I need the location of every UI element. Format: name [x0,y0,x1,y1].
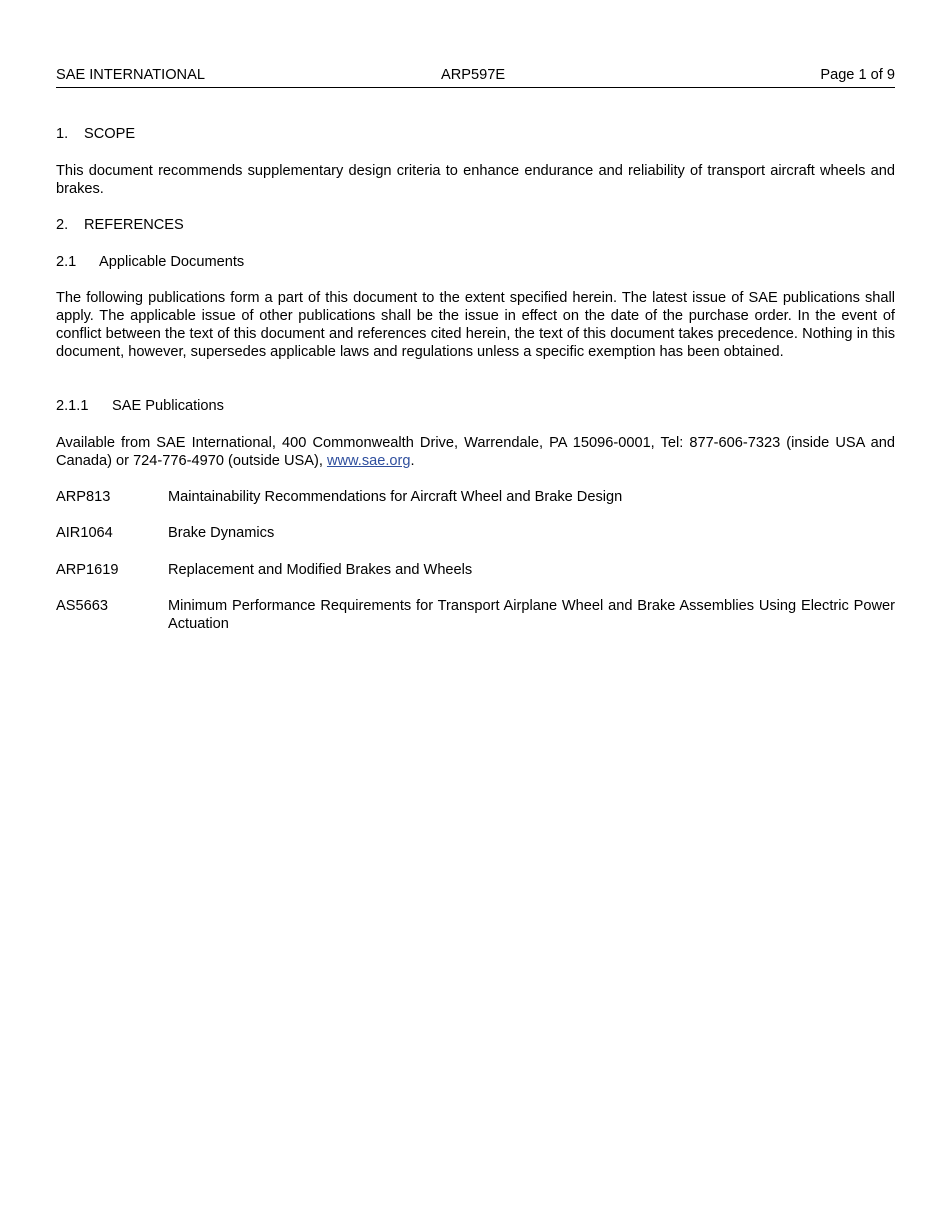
availability-text: Available from SAE International, 400 Commonwealth Drive, Warrendale, PA 15096-0001, Tel: 877-606-7323 (inside USA and Canada) or 724-776-4970 (outside USA), [56,435,895,469]
sae-website-link[interactable]: www.sae.org [326,453,411,469]
section-1-heading [56,125,895,143]
section-number: 2. [56,217,69,233]
sae-publications-paragraph [56,434,895,470]
section-number: 2.1.1 [56,398,89,414]
reference-code: ARP813 [56,489,111,505]
section-2-1-heading [56,253,895,271]
scope-paragraph: This document recommends supplementary design criteria to enhance endurance and reliability of transport aircraft wheels and brakes. [56,163,895,197]
reference-title: Minimum Performance Requirements for Transport Airplane Wheel and Brake Assemblies Using Electric Power Actuation [168,598,895,632]
section-number: 2.1 [56,254,77,270]
availability-text-end: . [410,453,415,469]
section-2-heading [56,216,895,234]
applicable-documents-paragraph: The following publications form a part of this document to the extent specified herein. The latest issue of SAE publications shall apply. The applicable issue of other publications shall be the issue in effect on the date of the purchase order. In the event of conflict between the text of this document and references cited herein, the text of this document takes precedence. Nothing in this document, however, supersedes applicable laws and regulations unless a specific exemption has been obtained. [56,290,895,360]
section-title: SAE Publications [112,398,224,414]
reference-code: ARP1619 [56,562,119,578]
reference-code: AIR1064 [56,525,113,541]
reference-title: Maintainability Recommendations for Aircraft Wheel and Brake Design [168,489,623,505]
section-title: Applicable Documents [99,254,245,270]
header-doc-id: ARP597E [441,67,506,83]
section-2-1-1-heading [56,397,895,415]
page-header [56,66,895,88]
section-title: SCOPE [84,126,136,142]
section-title: REFERENCES [84,217,184,233]
header-org: SAE INTERNATIONAL [56,67,205,83]
header-page-number: Page 1 of 9 [820,67,895,83]
section-number: 1. [56,126,69,142]
reference-code: AS5663 [56,598,108,614]
reference-title: Replacement and Modified Brakes and Wheels [168,562,473,578]
reference-title: Brake Dynamics [168,525,275,541]
